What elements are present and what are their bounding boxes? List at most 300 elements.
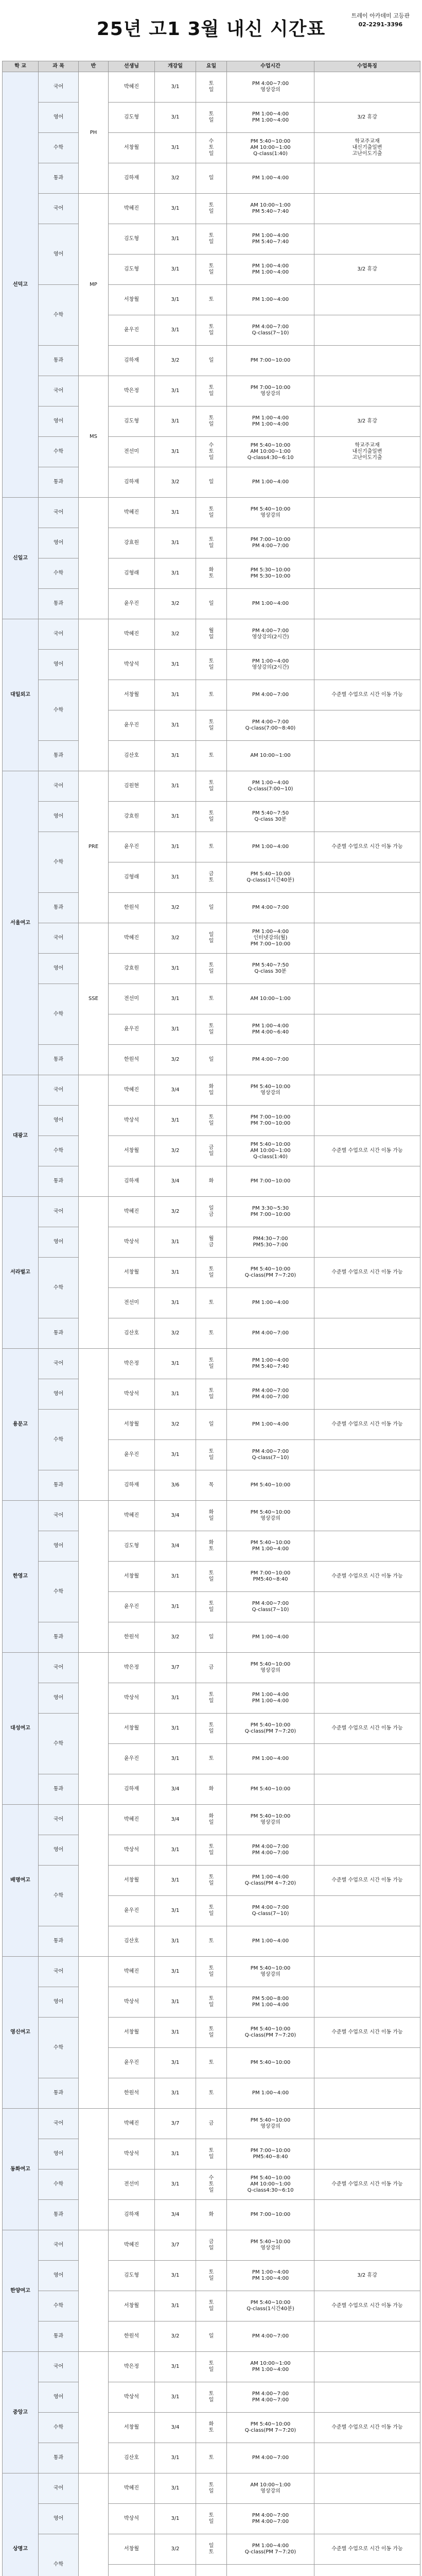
time-cell: PM 5:40~10:00 영상강의	[227, 1075, 314, 1106]
teacher-cell: 박은정	[109, 376, 155, 406]
col-class: 반	[79, 61, 109, 72]
teacher-cell: 서창월	[109, 1562, 155, 1592]
time-cell: PM 1:00~4:00	[227, 1288, 314, 1318]
start-date-cell: 3/1	[155, 1926, 196, 1957]
start-date-cell: 3/1	[155, 1744, 196, 1774]
start-date-cell: 3/1	[155, 1866, 196, 1896]
note-cell	[314, 1318, 420, 1349]
note-cell: 수준별 수업으로 시간 이동 가능	[314, 2018, 420, 2048]
time-cell: PM 5:40~10:00 AM 10:00~1:00 Q-class4:30~6:10	[227, 2170, 314, 2200]
page-header	[0, 0, 422, 61]
teacher-cell: 전선미	[109, 2170, 155, 2200]
start-date-cell: 3/1	[155, 1714, 196, 1744]
time-cell: PM 5:40~10:00 영상강의	[227, 2230, 314, 2261]
school-name: 대일외고	[3, 619, 39, 771]
day-cell: 토 일	[196, 528, 227, 558]
start-date-cell: 3/1	[155, 2473, 196, 2504]
time-cell: PM 1:00~4:00	[227, 1622, 314, 1653]
start-date-cell: 3/1	[155, 2504, 196, 2534]
day-cell: 화	[196, 1774, 227, 1805]
col-day: 요일	[196, 61, 227, 72]
day-cell: 금 토	[196, 862, 227, 893]
time-cell: PM 1:00~4:00	[227, 1744, 314, 1774]
note-cell	[314, 1501, 420, 1531]
subject-cell: 국어	[39, 1653, 79, 1683]
note-cell	[314, 467, 420, 498]
time-cell: PM 5:40~10:00 PM 1:00~4:00	[227, 1531, 314, 1562]
note-cell	[314, 1075, 420, 1106]
day-cell: 토 일	[196, 1349, 227, 1379]
day-cell: 토 일	[196, 710, 227, 741]
col-school: 학 교	[3, 61, 39, 72]
note-cell	[314, 1957, 420, 1987]
subject-cell: 수학	[39, 2291, 79, 2321]
table-row	[3, 1805, 420, 1835]
table-row	[3, 2504, 420, 2534]
day-cell: 수 토 일	[196, 133, 227, 163]
teacher-cell: 박혜진	[109, 1805, 155, 1835]
time-cell: PM 4:00~7:00 Q-class(7~10)	[227, 315, 314, 346]
day-cell: 토 일	[196, 2473, 227, 2504]
note-cell	[314, 558, 420, 589]
subject-cell: 국어	[39, 1197, 79, 1227]
table-row	[3, 1683, 420, 1714]
day-cell: 토	[196, 741, 227, 771]
table-row	[3, 1926, 420, 1957]
teacher-cell: 윤우진	[109, 589, 155, 619]
time-cell: PM 7:00~10:00 PM 4:00~7:00	[227, 528, 314, 558]
class-cell	[79, 1075, 109, 1197]
start-date-cell: 3/1	[155, 680, 196, 710]
teacher-cell: 박은정	[109, 1653, 155, 1683]
table-row	[3, 984, 420, 1014]
start-date-cell: 3/2	[155, 1136, 196, 1166]
day-cell: 화 일	[196, 1805, 227, 1835]
teacher-cell: 서창월	[109, 1258, 155, 1288]
time-cell: PM 5:40~10:00 AM 10:00~1:00 Q-class(1:40)	[227, 133, 314, 163]
start-date-cell: 3/1	[155, 2078, 196, 2109]
school-name: 영신여고	[3, 1957, 39, 2109]
subject-cell: 영어	[39, 1683, 79, 1714]
day-cell: 일	[196, 2321, 227, 2352]
day-cell: 토 일	[196, 194, 227, 224]
time-cell: PM 5:40~10:00 AM 10:00~1:00 Q-class4:30~6:10	[227, 437, 314, 467]
note-cell	[314, 2139, 420, 2170]
teacher-cell: 박상석	[109, 650, 155, 680]
note-cell	[314, 194, 420, 224]
subject-cell: 국어	[39, 1957, 79, 1987]
teacher-cell: 강효원	[109, 528, 155, 558]
subject-cell: 수학	[39, 1258, 79, 1318]
start-date-cell: 3/1	[155, 1562, 196, 1592]
subject-cell: 영어	[39, 406, 79, 437]
day-cell: 토 일	[196, 2291, 227, 2321]
day-cell: 토 일	[196, 2352, 227, 2382]
time-cell: PM 1:00~4:00 PM 1:00~4:00	[227, 255, 314, 285]
subject-cell: 수학	[39, 133, 79, 163]
start-date-cell: 3/1	[155, 1440, 196, 1470]
start-date-cell: 3/1	[155, 285, 196, 315]
start-date-cell: 3/4	[155, 1774, 196, 1805]
time-cell: PM 4:00~7:00 PM 4:00~7:00	[227, 1835, 314, 1866]
teacher-cell: 서창월	[109, 2413, 155, 2443]
day-cell: 일	[196, 589, 227, 619]
note-cell: 학교주교재 내신기출일변 고난이도기출	[314, 437, 420, 467]
col-teacher: 선생님	[109, 61, 155, 72]
note-cell	[314, 710, 420, 741]
teacher-cell: 윤우진	[109, 832, 155, 862]
table-row	[3, 1197, 420, 1227]
table-row	[3, 2443, 420, 2473]
note-cell	[314, 1166, 420, 1197]
time-cell: AM 10:00~1:00 영상강의	[227, 2473, 314, 2504]
day-cell: 토	[196, 1926, 227, 1957]
time-cell: PM 4:00~7:00 Q-class(7~10)	[227, 1896, 314, 1926]
subject-cell: 통과	[39, 2443, 79, 2473]
time-cell	[227, 2565, 314, 2576]
teacher-cell: 윤우진	[109, 1014, 155, 1045]
table-row	[3, 103, 420, 133]
note-cell	[314, 741, 420, 771]
subject-cell: 수학	[39, 2170, 79, 2200]
note-cell: 수준별 수업으로 시간 이동 가능	[314, 1866, 420, 1896]
start-date-cell: 3/1	[155, 255, 196, 285]
time-cell: PM 5:40~10:00 Q-class(PM 7~7:20)	[227, 2018, 314, 2048]
table-row	[3, 528, 420, 558]
teacher-cell: 서창월	[109, 680, 155, 710]
teacher-cell: 서창월	[109, 2018, 155, 2048]
teacher-cell: 윤우진	[109, 1744, 155, 1774]
note-cell	[314, 346, 420, 376]
note-cell: 3/2 휴강	[314, 406, 420, 437]
note-cell	[314, 1744, 420, 1774]
time-cell: PM 1:00~4:00	[227, 832, 314, 862]
time-cell: PM 7:00~10:00	[227, 346, 314, 376]
start-date-cell: 3/1	[155, 2261, 196, 2291]
subject-cell: 국어	[39, 2230, 79, 2261]
subject-cell: 수학	[39, 1714, 79, 1774]
teacher-cell: 박상석	[109, 2139, 155, 2170]
teacher-cell: 김하재	[109, 346, 155, 376]
teacher-cell: 김하재	[109, 1166, 155, 1197]
start-date-cell: 3/2	[155, 589, 196, 619]
day-cell: 화 일	[196, 1075, 227, 1106]
note-cell	[314, 771, 420, 802]
time-cell: AM 10:00~1:00 PM 5:40~7:40	[227, 194, 314, 224]
subject-cell: 통과	[39, 1774, 79, 1805]
teacher-cell: 서창월	[109, 1714, 155, 1744]
table-row	[3, 1106, 420, 1136]
time-cell: PM 7:00~10:00 PM5:40~8:40	[227, 1562, 314, 1592]
subject-cell: 통과	[39, 2321, 79, 2352]
note-cell	[314, 1470, 420, 1501]
contact-box	[351, 11, 410, 29]
time-cell: AM 10:00~1:00	[227, 984, 314, 1014]
subject-cell: 통과	[39, 2078, 79, 2109]
day-cell: 목	[196, 1470, 227, 1501]
start-date-cell: 3/1	[155, 771, 196, 802]
day-cell: 토 일	[196, 224, 227, 255]
subject-cell: 국어	[39, 1805, 79, 1835]
teacher-cell: 박혜진	[109, 72, 155, 103]
time-cell: PM 1:00~4:00	[227, 1926, 314, 1957]
start-date-cell: 3/1	[155, 2352, 196, 2382]
time-cell: PM 4:00~7:00 Q-class(7~10)	[227, 1592, 314, 1622]
table-row	[3, 1258, 420, 1288]
start-date-cell: 3/1	[155, 1227, 196, 1258]
start-date-cell: 3/1	[155, 802, 196, 832]
day-cell: 토 일	[196, 1440, 227, 1470]
start-date-cell: 3/1	[155, 650, 196, 680]
table-row	[3, 1166, 420, 1197]
time-cell: PM 7:00~10:00 PM5:40~8:40	[227, 2139, 314, 2170]
table-row	[3, 771, 420, 802]
start-date-cell: 3/1	[155, 437, 196, 467]
day-cell: 토 일	[196, 650, 227, 680]
day-cell: 토 일	[196, 1106, 227, 1136]
start-date-cell: 3/7	[155, 1653, 196, 1683]
class-cell	[79, 2230, 109, 2352]
day-cell: 토 일	[196, 376, 227, 406]
teacher-cell: 박혜진	[109, 1957, 155, 1987]
start-date-cell: 3/2	[155, 1622, 196, 1653]
start-date-cell: 3/7	[155, 2109, 196, 2139]
day-cell: 금 일	[196, 2230, 227, 2261]
start-date-cell: 3/1	[155, 832, 196, 862]
time-cell: PM 4:00~7:00 Q-class(7:00~8:40)	[227, 710, 314, 741]
phone-number: 02-2291-3396	[358, 21, 403, 28]
time-cell: PM 4:00~7:00	[227, 2443, 314, 2473]
class-cell: PRE	[79, 771, 109, 923]
subject-cell: 영어	[39, 103, 79, 133]
class-cell	[79, 1957, 109, 2109]
teacher-cell: 윤우진	[109, 2048, 155, 2078]
note-cell	[314, 2443, 420, 2473]
day-cell: 토 일	[196, 802, 227, 832]
subject-cell: 수학	[39, 2534, 79, 2576]
teacher-cell: 김산호	[109, 741, 155, 771]
table-row	[3, 1957, 420, 1987]
teacher-cell: 전선미	[109, 1288, 155, 1318]
school-name: 서울여고	[3, 771, 39, 1075]
day-cell: 토 일	[196, 315, 227, 346]
start-date-cell: 3/1	[155, 1349, 196, 1379]
note-cell	[314, 1653, 420, 1683]
time-cell: PM 1:00~4:00 PM 4:00~6:40	[227, 1014, 314, 1045]
subject-cell: 통과	[39, 163, 79, 194]
time-cell: PM 1:00~4:00 Q-class(PM 7~7:20)	[227, 2534, 314, 2565]
day-cell: 토 일	[196, 1014, 227, 1045]
start-date-cell: 3/1	[155, 2048, 196, 2078]
time-cell: PM 5:40~10:00 Q-class(1시간40분)	[227, 2291, 314, 2321]
table-row	[3, 1227, 420, 1258]
table-row	[3, 589, 420, 619]
note-cell	[314, 2504, 420, 2534]
teacher-cell: 김도형	[109, 1531, 155, 1562]
teacher-cell: 서창월	[109, 285, 155, 315]
note-cell	[314, 498, 420, 528]
day-cell: 토	[196, 2078, 227, 2109]
subject-cell: 통과	[39, 2200, 79, 2230]
col-start: 개강일	[155, 61, 196, 72]
subject-cell: 영어	[39, 1106, 79, 1136]
start-date-cell: 3/1	[155, 1896, 196, 1926]
subject-cell: 통과	[39, 1166, 79, 1197]
note-cell	[314, 2048, 420, 2078]
time-cell: PM 4:00~7:00 영상강의(2시간)	[227, 619, 314, 650]
day-cell: 토 일	[196, 1987, 227, 2018]
day-cell: 일	[196, 1622, 227, 1653]
class-cell	[79, 1197, 109, 1349]
day-cell: 일 토	[196, 2534, 227, 2565]
schedule-body	[3, 72, 420, 2576]
subject-cell: 국어	[39, 1501, 79, 1531]
teacher-cell: 김도형	[109, 406, 155, 437]
note-cell	[314, 1379, 420, 1410]
note-cell	[314, 984, 420, 1014]
note-cell	[314, 954, 420, 984]
note-cell	[314, 1987, 420, 2018]
subject-cell: 영어	[39, 650, 79, 680]
day-cell: 금 일	[196, 1136, 227, 1166]
table-row	[3, 1075, 420, 1106]
time-cell: PM 5:40~10:00 영상강의	[227, 1957, 314, 1987]
time-cell: PM 1:00~4:00	[227, 589, 314, 619]
start-date-cell: 3/4	[155, 1805, 196, 1835]
time-cell: PM 1:00~4:00	[227, 2078, 314, 2109]
subject-cell: 통과	[39, 1318, 79, 1349]
subject-cell: 수학	[39, 2413, 79, 2443]
day-cell: 일 금	[196, 1197, 227, 1227]
day-cell: 토 일	[196, 2504, 227, 2534]
day-cell: 토 일	[196, 103, 227, 133]
note-cell: 학교주교재 내신기출일변 고난이도기출	[314, 133, 420, 163]
day-cell: 토	[196, 2048, 227, 2078]
subject-cell: 영어	[39, 1379, 79, 1410]
day-cell: 토 일	[196, 2139, 227, 2170]
time-cell: PM 5:40~7:50 Q-class 30분	[227, 954, 314, 984]
table-row	[3, 1714, 420, 1744]
day-cell: 토 일	[196, 1714, 227, 1744]
time-cell: PM 4:00~7:00 Q-class(7~10)	[227, 1440, 314, 1470]
teacher-cell: 김원현	[109, 771, 155, 802]
table-row	[3, 2321, 420, 2352]
table-row	[3, 1501, 420, 1531]
subject-cell: 영어	[39, 954, 79, 984]
note-cell	[314, 315, 420, 346]
start-date-cell: 3/1	[155, 558, 196, 589]
subject-cell: 영어	[39, 1835, 79, 1866]
teacher-cell: 한원석	[109, 1045, 155, 1075]
start-date-cell: 3/2	[155, 619, 196, 650]
time-cell: AM 10:00~1:00 PM 1:00~4:00	[227, 2352, 314, 2382]
teacher-cell: 강효원	[109, 954, 155, 984]
time-cell: PM 4:00~7:00 PM 4:00~7:00	[227, 2504, 314, 2534]
table-row	[3, 1379, 420, 1410]
teacher-cell: 박혜진	[109, 194, 155, 224]
teacher-cell: 김하재	[109, 467, 155, 498]
subject-cell: 영어	[39, 2261, 79, 2291]
start-date-cell: 3/1	[155, 2382, 196, 2413]
teacher-cell: 전선미	[109, 437, 155, 467]
subject-cell: 영어	[39, 1987, 79, 2018]
time-cell: PM 5:00~8:00 PM 1:00~4:00	[227, 1987, 314, 2018]
day-cell: 토 일	[196, 498, 227, 528]
day-cell: 금	[196, 1653, 227, 1683]
note-cell	[314, 1683, 420, 1714]
teacher-cell: 김도형	[109, 255, 155, 285]
subject-cell: 수학	[39, 1136, 79, 1166]
note-cell: 수준별 수업으로 시간 이동 가능	[314, 1714, 420, 1744]
page-title: 25년 고1 3월 내신 시간표	[96, 19, 326, 40]
subject-cell: 통과	[39, 1926, 79, 1957]
table-row	[3, 1470, 420, 1501]
class-cell: PH	[79, 72, 109, 194]
start-date-cell: 3/2	[155, 1410, 196, 1440]
day-cell: 토 일	[196, 2261, 227, 2291]
class-cell	[79, 1349, 109, 1501]
subject-cell: 수학	[39, 285, 79, 346]
table-row	[3, 498, 420, 528]
table-row	[3, 558, 420, 589]
subject-cell: 수학	[39, 1562, 79, 1622]
subject-cell: 영어	[39, 802, 79, 832]
table-row	[3, 1349, 420, 1379]
table-row	[3, 2170, 420, 2200]
table-row	[3, 2534, 420, 2565]
start-date-cell: 3/1	[155, 103, 196, 133]
teacher-cell: 김형래	[109, 558, 155, 589]
teacher-cell: 전선미	[109, 984, 155, 1014]
note-cell	[314, 1197, 420, 1227]
teacher-cell: 박상석	[109, 2382, 155, 2413]
day-cell: 월 일	[196, 619, 227, 650]
school-name: 선덕고	[3, 72, 39, 498]
class-cell	[79, 1501, 109, 1653]
note-cell	[314, 589, 420, 619]
day-cell: 토 일	[196, 771, 227, 802]
subject-cell: 수학	[39, 437, 79, 467]
subject-cell: 수학	[39, 2018, 79, 2078]
note-cell	[314, 1106, 420, 1136]
note-cell	[314, 802, 420, 832]
subject-cell: 수학	[39, 1866, 79, 1926]
time-cell: AM 10:00~1:00	[227, 741, 314, 771]
note-cell	[314, 1592, 420, 1622]
subject-cell: 국어	[39, 619, 79, 650]
subject-cell: 국어	[39, 1075, 79, 1106]
note-cell	[314, 2382, 420, 2413]
academy-name: 트레이 아카데미 고등관	[351, 12, 410, 19]
time-cell: PM 5:40~10:00	[227, 1470, 314, 1501]
note-cell	[314, 376, 420, 406]
start-date-cell: 3/4	[155, 2200, 196, 2230]
note-cell	[314, 2565, 420, 2576]
teacher-cell: 김도형	[109, 2261, 155, 2291]
note-cell	[314, 1805, 420, 1835]
class-cell	[79, 2473, 109, 2576]
day-cell: 토 일	[196, 1379, 227, 1410]
school-name: 상명고	[3, 2473, 39, 2576]
time-cell: PM 5:40~7:50 Q-class 30분	[227, 802, 314, 832]
day-cell: 수 토 일	[196, 2170, 227, 2200]
time-cell: PM 7:00~10:00	[227, 2200, 314, 2230]
table-row	[3, 1622, 420, 1653]
col-time: 수업시간	[227, 61, 314, 72]
table-row	[3, 2018, 420, 2048]
class-cell	[79, 1805, 109, 1957]
time-cell: PM 1:00~4:00 PM 5:40~7:40	[227, 224, 314, 255]
